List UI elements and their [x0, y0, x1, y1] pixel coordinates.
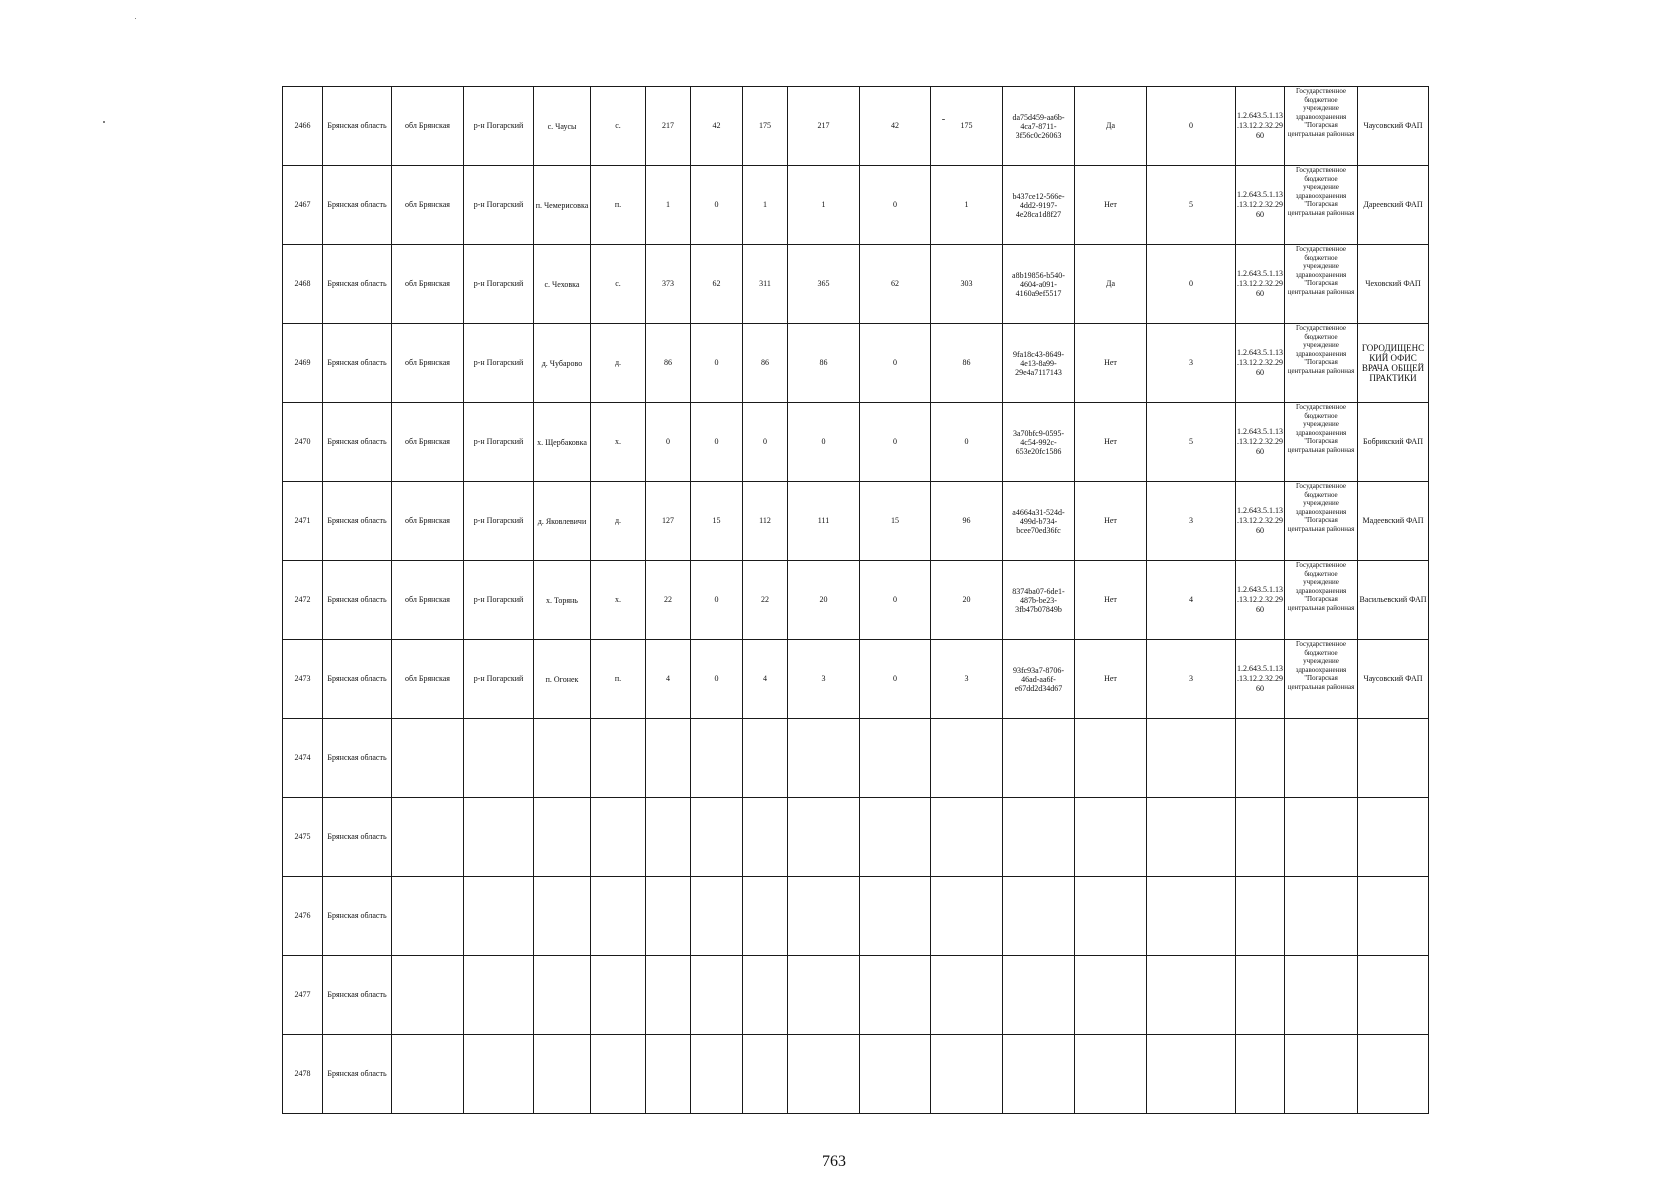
cell-population-total: 22	[646, 561, 691, 640]
table-row	[283, 561, 1429, 640]
cell-region: Брянская область	[323, 403, 392, 482]
cell-flag: Нет	[1075, 166, 1147, 245]
cell-row-number: 2471	[283, 482, 323, 561]
table-row	[283, 798, 1429, 877]
cell-oid: 1.2.643.5.1.13.13.12.2.32.2960	[1236, 482, 1285, 561]
cell-oblast: обл Брянская	[392, 403, 464, 482]
cell-population-children-2: 0	[860, 561, 931, 640]
cell-unit: ГОРОДИЩЕНСКИЙ ОФИС ВРАЧА ОБЩЕЙ ПРАКТИКИ	[1358, 324, 1429, 403]
cell-unit: Мадеевский ФАП	[1358, 482, 1429, 561]
cell-region: Брянская область	[323, 956, 392, 1035]
cell-unit: Чаусовский ФАП	[1358, 640, 1429, 719]
cell-settlement-type: с.	[591, 87, 646, 166]
cell-population-total-2	[788, 877, 860, 956]
cell-oblast: обл Брянская	[392, 87, 464, 166]
cell-guid: a8b19856-b540-4604-a091-4160a9ef5517	[1003, 245, 1075, 324]
table-row	[283, 482, 1429, 561]
cell-population-children-2: 0	[860, 166, 931, 245]
cell-population-adults-2: 1	[931, 166, 1003, 245]
cell-organization: Государственное бюджетное учреждение здравоохранения "Погарская центральная районная	[1285, 245, 1358, 324]
cell-unit: Бобрикский ФАП	[1358, 403, 1429, 482]
cell-settlement-type: с.	[591, 245, 646, 324]
cell-population-total: 86	[646, 324, 691, 403]
cell-population-children-2: 42	[860, 87, 931, 166]
cell-guid: 8374ba07-6de1-487b-be23-3fb47b07849b	[1003, 561, 1075, 640]
cell-distance	[1147, 877, 1236, 956]
cell-organization: Государственное бюджетное учреждение здравоохранения "Погарская центральная районная	[1285, 87, 1358, 166]
cell-population-adults	[743, 956, 788, 1035]
cell-guid	[1003, 798, 1075, 877]
cell-settlement-type	[591, 798, 646, 877]
cell-population-total: 217	[646, 87, 691, 166]
table-row	[283, 87, 1429, 166]
cell-organization	[1285, 1035, 1358, 1114]
cell-settlement: с. Чеховка	[534, 245, 591, 324]
cell-flag	[1075, 1035, 1147, 1114]
table-row	[283, 877, 1429, 956]
cell-row-number: 2472	[283, 561, 323, 640]
cell-unit	[1358, 1035, 1429, 1114]
cell-region: Брянская область	[323, 324, 392, 403]
cell-population-adults	[743, 798, 788, 877]
cell-region: Брянская область	[323, 1035, 392, 1114]
cell-settlement	[534, 956, 591, 1035]
cell-organization	[1285, 798, 1358, 877]
cell-oblast: обл Брянская	[392, 482, 464, 561]
cell-region: Брянская область	[323, 482, 392, 561]
cell-oid	[1236, 1035, 1285, 1114]
cell-guid	[1003, 956, 1075, 1035]
cell-population-adults-2: 86	[931, 324, 1003, 403]
cell-population-total	[646, 877, 691, 956]
cell-region: Брянская область	[323, 166, 392, 245]
cell-region: Брянская область	[323, 877, 392, 956]
scan-speck	[135, 18, 136, 19]
cell-row-number: 2469	[283, 324, 323, 403]
cell-unit: Чеховский ФАП	[1358, 245, 1429, 324]
table-row	[283, 956, 1429, 1035]
cell-district: р-н Погарский	[464, 640, 534, 719]
cell-population-adults: 4	[743, 640, 788, 719]
cell-unit	[1358, 719, 1429, 798]
cell-population-adults: 311	[743, 245, 788, 324]
cell-organization: Государственное бюджетное учреждение здравоохранения "Погарская центральная районная	[1285, 482, 1358, 561]
cell-settlement-type: п.	[591, 640, 646, 719]
cell-district	[464, 956, 534, 1035]
cell-distance	[1147, 956, 1236, 1035]
table-row	[283, 245, 1429, 324]
cell-population-children: 0	[691, 640, 743, 719]
cell-district: р-н Погарский	[464, 166, 534, 245]
cell-flag: Нет	[1075, 561, 1147, 640]
cell-population-total	[646, 1035, 691, 1114]
cell-distance	[1147, 798, 1236, 877]
cell-flag: Нет	[1075, 324, 1147, 403]
cell-population-adults-2: 0	[931, 403, 1003, 482]
cell-population-children-2: 0	[860, 324, 931, 403]
cell-population-total	[646, 719, 691, 798]
scan-speck	[942, 119, 945, 120]
cell-population-total-2	[788, 798, 860, 877]
cell-guid	[1003, 1035, 1075, 1114]
cell-oblast	[392, 798, 464, 877]
cell-flag	[1075, 877, 1147, 956]
cell-population-adults: 22	[743, 561, 788, 640]
cell-settlement: х. Торянь	[534, 561, 591, 640]
cell-settlement-type	[591, 719, 646, 798]
cell-population-total-2: 111	[788, 482, 860, 561]
cell-population-children-2: 62	[860, 245, 931, 324]
cell-settlement	[534, 877, 591, 956]
cell-oid	[1236, 877, 1285, 956]
cell-population-children	[691, 956, 743, 1035]
cell-guid	[1003, 877, 1075, 956]
cell-region: Брянская область	[323, 719, 392, 798]
cell-organization: Государственное бюджетное учреждение здравоохранения "Погарская центральная районная	[1285, 561, 1358, 640]
cell-guid: a4664a31-524d-499d-b734-bcee70ed36fc	[1003, 482, 1075, 561]
cell-settlement: п. Чемерисовка	[534, 166, 591, 245]
cell-guid: 93fc93a7-8706-46ad-aa6f-e67dd2d34d67	[1003, 640, 1075, 719]
cell-district	[464, 877, 534, 956]
cell-row-number: 2476	[283, 877, 323, 956]
cell-unit: Васильевский ФАП	[1358, 561, 1429, 640]
table-row	[283, 166, 1429, 245]
cell-flag	[1075, 798, 1147, 877]
cell-oid	[1236, 719, 1285, 798]
cell-oid: 1.2.643.5.1.13.13.12.2.32.2960	[1236, 166, 1285, 245]
cell-district: р-н Погарский	[464, 245, 534, 324]
cell-population-children-2: 0	[860, 403, 931, 482]
cell-population-total: 0	[646, 403, 691, 482]
cell-row-number: 2477	[283, 956, 323, 1035]
cell-population-total-2	[788, 1035, 860, 1114]
cell-population-children-2	[860, 877, 931, 956]
cell-oid: 1.2.643.5.1.13.13.12.2.32.2960	[1236, 640, 1285, 719]
cell-settlement	[534, 798, 591, 877]
cell-flag: Нет	[1075, 640, 1147, 719]
cell-population-adults: 0	[743, 403, 788, 482]
cell-population-adults-2	[931, 719, 1003, 798]
cell-settlement-type	[591, 956, 646, 1035]
cell-population-total-2	[788, 956, 860, 1035]
cell-unit: Чаусовский ФАП	[1358, 87, 1429, 166]
cell-oblast	[392, 719, 464, 798]
cell-population-total-2: 86	[788, 324, 860, 403]
cell-unit	[1358, 877, 1429, 956]
cell-settlement: д. Яковлевичи	[534, 482, 591, 561]
cell-oid: 1.2.643.5.1.13.13.12.2.32.2960	[1236, 324, 1285, 403]
table-row	[283, 719, 1429, 798]
cell-population-total: 1	[646, 166, 691, 245]
cell-distance	[1147, 1035, 1236, 1114]
cell-distance: 3	[1147, 640, 1236, 719]
cell-oblast	[392, 877, 464, 956]
cell-oid	[1236, 798, 1285, 877]
cell-distance: 5	[1147, 403, 1236, 482]
cell-district	[464, 798, 534, 877]
cell-flag	[1075, 956, 1147, 1035]
cell-population-adults: 86	[743, 324, 788, 403]
table-row	[283, 640, 1429, 719]
data-table	[282, 86, 1429, 1114]
cell-distance	[1147, 719, 1236, 798]
cell-district: р-н Погарский	[464, 561, 534, 640]
cell-row-number: 2473	[283, 640, 323, 719]
cell-row-number: 2466	[283, 87, 323, 166]
cell-population-total-2	[788, 719, 860, 798]
cell-population-total-2: 20	[788, 561, 860, 640]
cell-settlement: х. Щербаковка	[534, 403, 591, 482]
cell-population-adults: 1	[743, 166, 788, 245]
cell-population-children	[691, 877, 743, 956]
cell-oid: 1.2.643.5.1.13.13.12.2.32.2960	[1236, 87, 1285, 166]
cell-oblast: обл Брянская	[392, 640, 464, 719]
cell-region: Брянская область	[323, 245, 392, 324]
cell-oblast: обл Брянская	[392, 245, 464, 324]
cell-population-adults-2	[931, 798, 1003, 877]
cell-population-total-2: 0	[788, 403, 860, 482]
cell-population-total: 127	[646, 482, 691, 561]
cell-population-adults-2: 3	[931, 640, 1003, 719]
cell-population-total-2: 3	[788, 640, 860, 719]
cell-settlement-type	[591, 1035, 646, 1114]
cell-oblast	[392, 1035, 464, 1114]
cell-row-number: 2470	[283, 403, 323, 482]
cell-distance: 0	[1147, 245, 1236, 324]
cell-organization	[1285, 719, 1358, 798]
cell-region: Брянская область	[323, 798, 392, 877]
cell-oid	[1236, 956, 1285, 1035]
cell-population-adults	[743, 1035, 788, 1114]
cell-guid: b437ce12-566e-4dd2-9197-4e28ca1d8f27	[1003, 166, 1075, 245]
cell-region: Брянская область	[323, 561, 392, 640]
cell-population-adults-2: 303	[931, 245, 1003, 324]
cell-population-adults-2: 20	[931, 561, 1003, 640]
cell-distance: 5	[1147, 166, 1236, 245]
cell-population-adults: 112	[743, 482, 788, 561]
cell-population-total	[646, 798, 691, 877]
cell-settlement: с. Чаусы	[534, 87, 591, 166]
cell-population-adults-2	[931, 956, 1003, 1035]
cell-unit	[1358, 798, 1429, 877]
cell-population-total-2: 365	[788, 245, 860, 324]
cell-settlement-type: д.	[591, 482, 646, 561]
cell-settlement-type: п.	[591, 166, 646, 245]
cell-row-number: 2475	[283, 798, 323, 877]
cell-organization: Государственное бюджетное учреждение здравоохранения "Погарская центральная районная	[1285, 324, 1358, 403]
cell-row-number: 2468	[283, 245, 323, 324]
cell-population-total: 373	[646, 245, 691, 324]
cell-settlement	[534, 719, 591, 798]
cell-population-adults	[743, 877, 788, 956]
cell-flag: Да	[1075, 87, 1147, 166]
cell-population-children	[691, 1035, 743, 1114]
cell-distance: 4	[1147, 561, 1236, 640]
cell-distance: 0	[1147, 87, 1236, 166]
cell-population-children: 0	[691, 166, 743, 245]
cell-district: р-н Погарский	[464, 87, 534, 166]
page-number: 763	[822, 1153, 846, 1170]
cell-population-children-2	[860, 719, 931, 798]
cell-oid: 1.2.643.5.1.13.13.12.2.32.2960	[1236, 403, 1285, 482]
cell-settlement-type: х.	[591, 561, 646, 640]
cell-organization: Государственное бюджетное учреждение здравоохранения "Погарская центральная районная	[1285, 166, 1358, 245]
cell-population-total	[646, 956, 691, 1035]
cell-guid: 3a70bfc9-0595-4c54-992c-653e20fc1586	[1003, 403, 1075, 482]
cell-population-adults: 175	[743, 87, 788, 166]
table-row	[283, 1035, 1429, 1114]
cell-population-children	[691, 798, 743, 877]
cell-guid	[1003, 719, 1075, 798]
cell-population-children-2: 0	[860, 640, 931, 719]
cell-population-adults-2: 96	[931, 482, 1003, 561]
cell-population-adults-2	[931, 877, 1003, 956]
cell-region: Брянская область	[323, 640, 392, 719]
cell-row-number: 2467	[283, 166, 323, 245]
scan-speck	[103, 121, 105, 123]
cell-settlement: д. Чубарово	[534, 324, 591, 403]
cell-population-children-2: 15	[860, 482, 931, 561]
cell-oblast: обл Брянская	[392, 561, 464, 640]
cell-flag: Нет	[1075, 403, 1147, 482]
cell-flag: Нет	[1075, 482, 1147, 561]
cell-population-adults-2: 175	[931, 87, 1003, 166]
cell-oid: 1.2.643.5.1.13.13.12.2.32.2960	[1236, 245, 1285, 324]
cell-district: р-н Погарский	[464, 324, 534, 403]
cell-row-number: 2478	[283, 1035, 323, 1114]
cell-district	[464, 1035, 534, 1114]
cell-organization: Государственное бюджетное учреждение здравоохранения "Погарская центральная районная	[1285, 640, 1358, 719]
table-row	[283, 403, 1429, 482]
cell-population-children: 0	[691, 403, 743, 482]
cell-settlement-type: д.	[591, 324, 646, 403]
cell-oid: 1.2.643.5.1.13.13.12.2.32.2960	[1236, 561, 1285, 640]
cell-population-children	[691, 719, 743, 798]
cell-distance: 3	[1147, 324, 1236, 403]
cell-distance: 3	[1147, 482, 1236, 561]
cell-population-children: 42	[691, 87, 743, 166]
cell-district: р-н Погарский	[464, 403, 534, 482]
cell-region: Брянская область	[323, 87, 392, 166]
cell-flag: Да	[1075, 245, 1147, 324]
cell-settlement: п. Огонек	[534, 640, 591, 719]
cell-population-children: 15	[691, 482, 743, 561]
cell-organization: Государственное бюджетное учреждение здравоохранения "Погарская центральная районная	[1285, 403, 1358, 482]
cell-unit: Дареевский ФАП	[1358, 166, 1429, 245]
cell-population-adults	[743, 719, 788, 798]
cell-oblast	[392, 956, 464, 1035]
cell-settlement-type: х.	[591, 403, 646, 482]
cell-population-children-2	[860, 956, 931, 1035]
cell-population-total-2: 1	[788, 166, 860, 245]
cell-settlement-type	[591, 877, 646, 956]
cell-population-children-2	[860, 798, 931, 877]
table-body	[283, 87, 1429, 1114]
cell-settlement	[534, 1035, 591, 1114]
table-row	[283, 324, 1429, 403]
cell-organization	[1285, 877, 1358, 956]
cell-district	[464, 719, 534, 798]
cell-guid: 9fa18c43-8649-4e13-8a99-29e4a7117143	[1003, 324, 1075, 403]
cell-guid: da75d459-aa6b-4ca7-8711-3f56c0c26063	[1003, 87, 1075, 166]
cell-population-total-2: 217	[788, 87, 860, 166]
cell-organization	[1285, 956, 1358, 1035]
cell-population-adults-2	[931, 1035, 1003, 1114]
cell-row-number: 2474	[283, 719, 323, 798]
cell-population-children: 0	[691, 324, 743, 403]
cell-flag	[1075, 719, 1147, 798]
cell-district: р-н Погарский	[464, 482, 534, 561]
cell-oblast: обл Брянская	[392, 324, 464, 403]
cell-population-children: 0	[691, 561, 743, 640]
cell-unit	[1358, 956, 1429, 1035]
cell-population-children: 62	[691, 245, 743, 324]
cell-population-children-2	[860, 1035, 931, 1114]
cell-oblast: обл Брянская	[392, 166, 464, 245]
cell-population-total: 4	[646, 640, 691, 719]
